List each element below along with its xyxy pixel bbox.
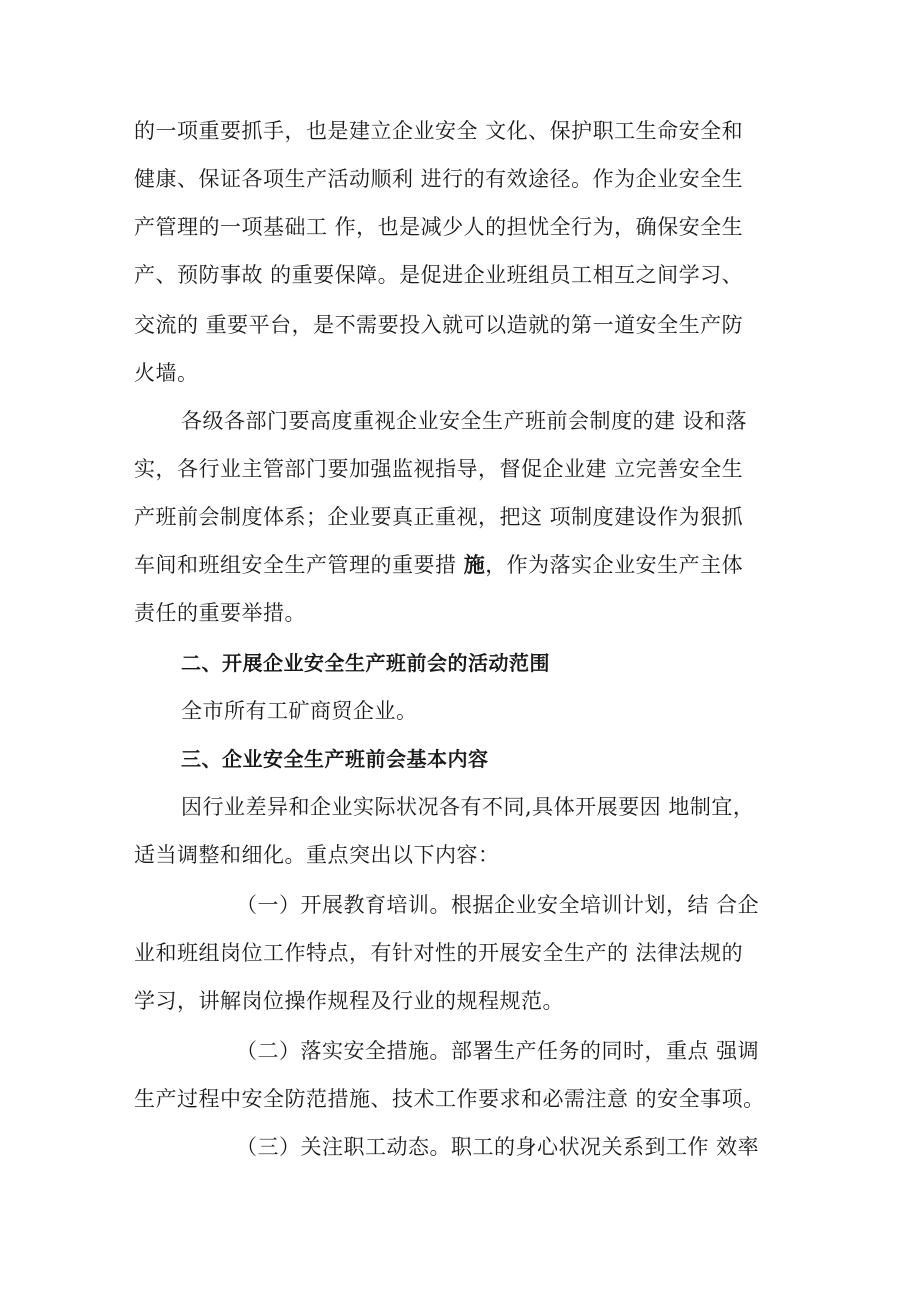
text-line: 产、预防事故 的重要保障。是促进企业班组员工相互之间学习、	[134, 263, 744, 287]
text-line: 学习，讲解岗位操作规程及行业的规程规范。	[134, 989, 564, 1013]
text-line: （二）落实安全措施。部署生产任务的同时，重点 强调	[236, 1039, 760, 1063]
text-line: 健康、保证各项生产活动顺利 进行的有效途径。作为企业安全生	[134, 167, 744, 191]
text-line: 火墙。	[134, 361, 199, 385]
section-heading: 三、企业安全生产班前会基本内容	[181, 747, 489, 771]
bold-text-segment: 施	[463, 552, 486, 577]
text-line: 责任的重要举措。	[134, 601, 306, 625]
text-line: 全市所有工矿商贸企业。	[181, 699, 418, 723]
text-line: 因行业差异和企业实际状况各有不同,具体开展要因 地制宜，	[181, 795, 755, 819]
text-segment: 车间和班组安全生产管理的重要措	[134, 553, 464, 577]
text-line: 实，各行业主管部门要加强监视指导，督促企业建 立完善安全生	[134, 457, 744, 481]
text-line: 产班前会制度体系；企业要真正重视，把这 项制度建设作为狠抓	[134, 505, 744, 529]
text-line: （三）关注职工动态。职工的身心状况关系到工作 效率	[236, 1135, 760, 1159]
text-line: 的一项重要抓手，也是建立企业安全 文化、保护职工生命安全和	[134, 119, 744, 143]
text-line: 产管理的一项基础工 作，也是减少人的担忧全行为，确保安全生	[134, 215, 744, 239]
section-heading: 二、开展企业安全生产班前会的活动范围	[181, 651, 550, 675]
text-line: 各级各部门要高度重视企业安全生产班前会制度的建 设和落	[181, 409, 748, 433]
text-line: 业和班组岗位工作特点，有针对性的开展安全生产的 法律法规的	[134, 941, 744, 965]
text-line: 生产过程中安全防范措施、技术工作要求和必需注意 的安全事项。	[134, 1087, 765, 1111]
text-line: （一）开展教育培训。根据企业安全培训计划，结 合企	[236, 893, 760, 917]
text-segment: ，作为落实企业安生产主体	[485, 553, 744, 577]
text-line: 交流的 重要平台，是不需要投入就可以造就的第一道安全生产防	[134, 313, 744, 337]
text-line	[134, 550, 743, 580]
text-line: 适当调整和细化。重点突出以下内容：	[134, 843, 500, 867]
